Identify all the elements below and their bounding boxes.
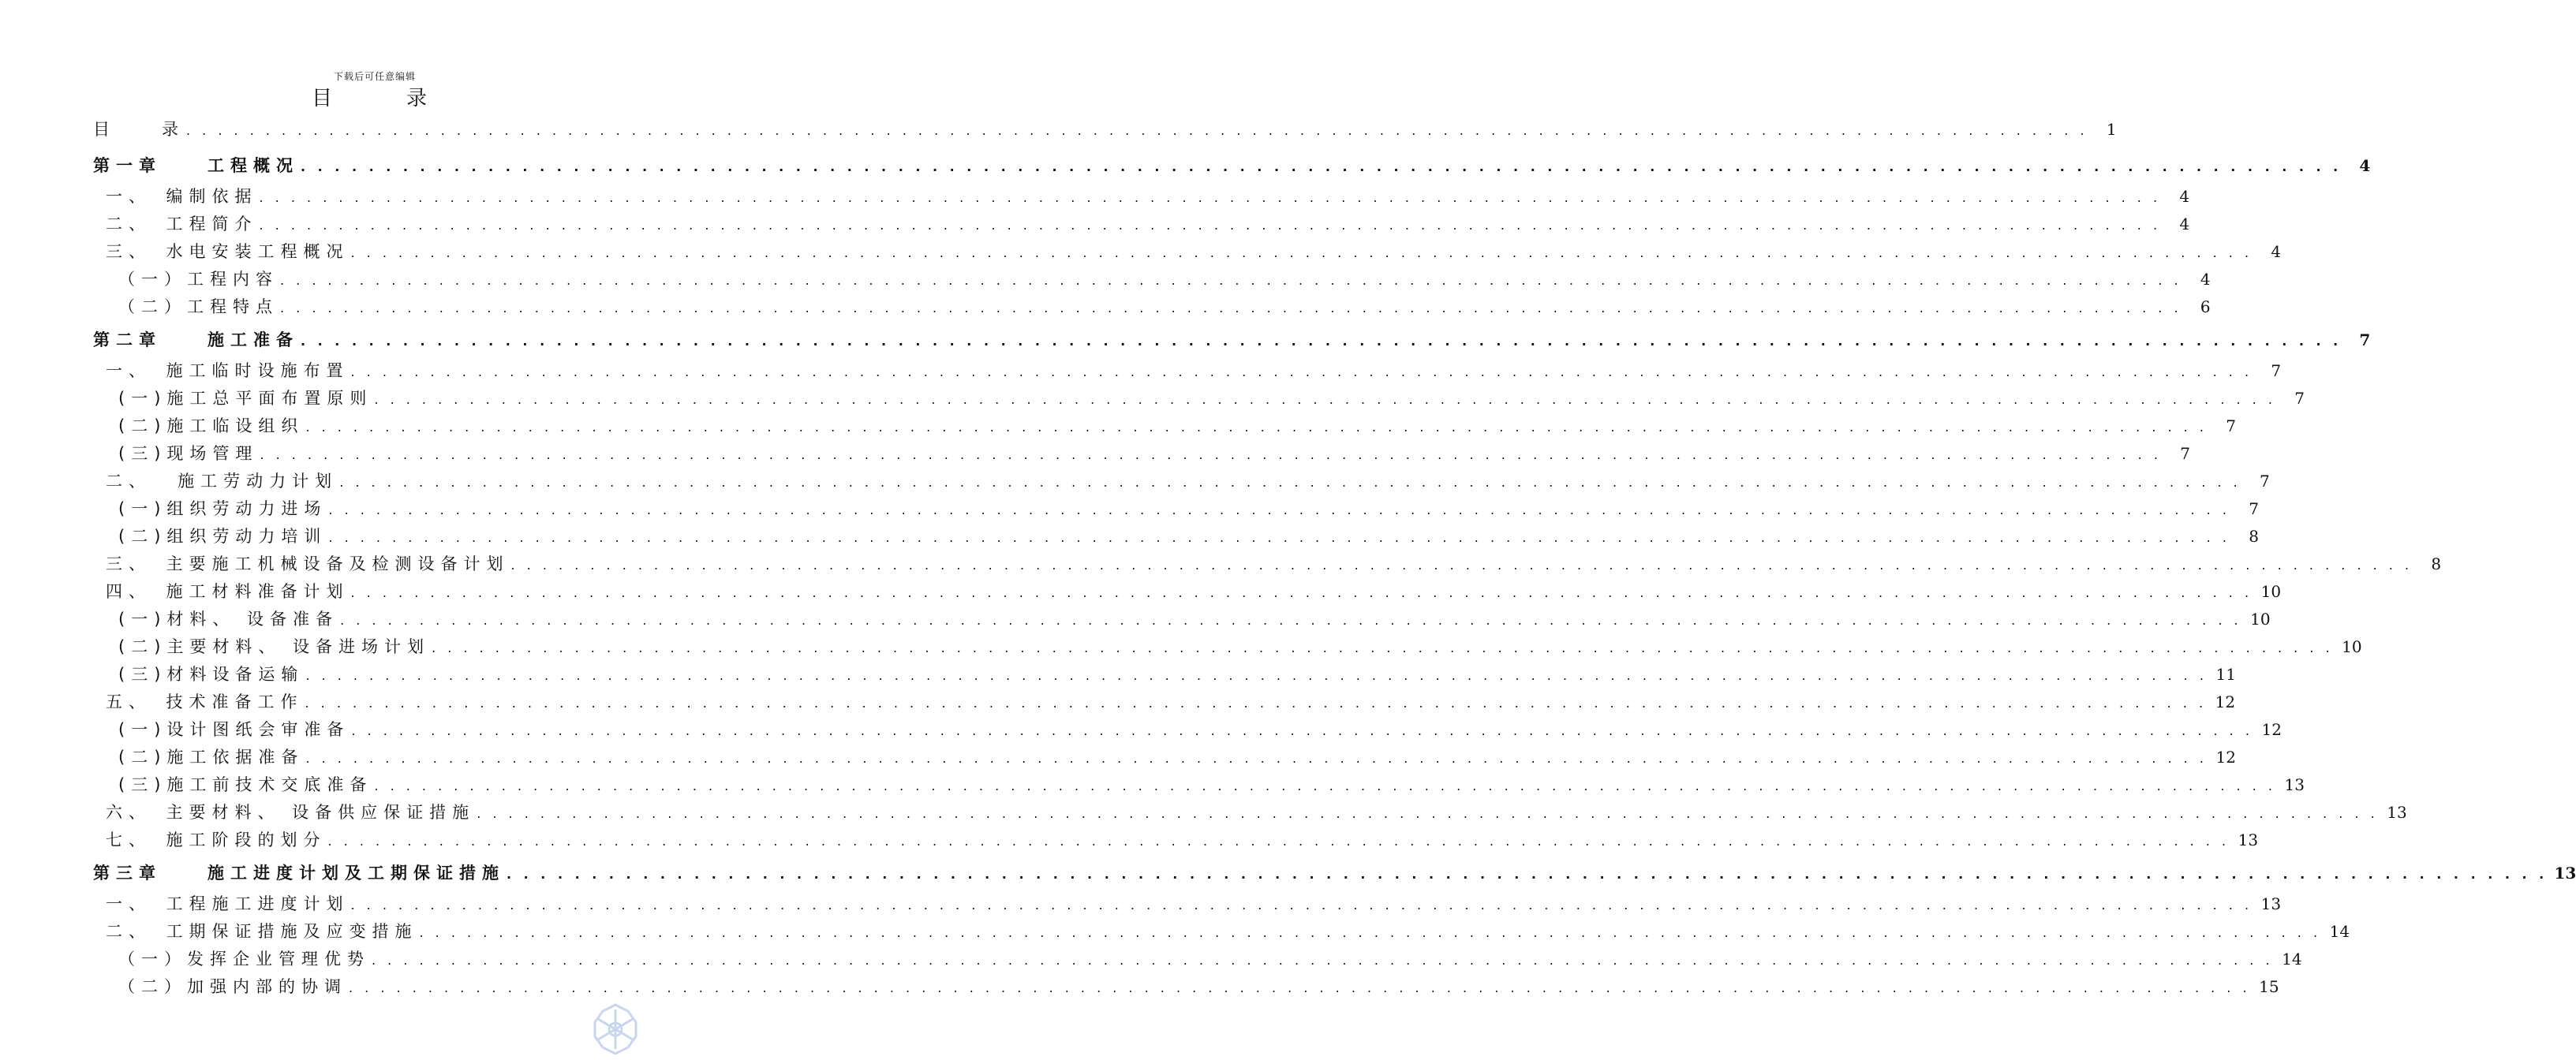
toc-entry-page: 7 [2359,330,2371,349]
toc-entry-page: 15 [2259,977,2279,996]
toc-entry-page: 4 [2359,156,2371,175]
toc-entry-page: 13 [2260,894,2282,913]
toc-entry-label: (一)材料、 设备准备 [118,610,339,629]
toc-entry-label: (一)设计图纸会审准备 [118,720,350,739]
toc-entry-label: (二)施工依据准备 [118,748,305,767]
toc-dot-leader: . . . . . . . . . . . . . . . . . . . . . . . . . . . . . . . . . . . . . . . . . . . . . . . . . . . . . . . . . . . . . . . . . . . . . . . . . . . . . . . . . . . . . . . . . . . . . . . . . . . . . . . . . . . . . . . . . . . . . . . . [374,778,2276,793]
page-title: 目 录 [311,87,454,110]
toc-dot-leader: . . . . . . . . . . . . . . . . . . . . . . . . . . . . . . . . . . . . . . . . . . . . . . . . . . . . . . . . . . . . . . . . . . . . . . . . . . . . . . . . . . . . . . . . . . . . . . . . . . . . . . . . . . . . . . . . . . . . . . . . [351,723,2253,738]
toc-entry-label: 第二章 施工准备 [93,330,299,349]
toc-entry[interactable] [93,890,2282,918]
toc-dot-leader: . . . . . . . . . . . . . . . . . . . . . . . . . . . . . . . . . . . . . . . . . . . . . . . . . . . . . . . . . . . . . . . . . . . . . . . . . . . . . . . . . . . . . . . . . . . . . . . . . . . . . . . . . . . . . . . . . . . . . . . . [350,585,2253,600]
toc-entry[interactable] [93,606,2271,633]
toc-entry-label: 一、 编制依据 [106,187,258,206]
toc-entry[interactable] [93,412,2236,440]
toc-entry-label: (二)组织劳动力培训 [118,527,327,546]
toc-entry[interactable] [93,918,2350,946]
toc-entry[interactable] [93,357,2282,385]
toc-dot-leader: . . . . . . . . . . . . . . . . . . . . . . . . . . . . . . . . . . . . . . . . . . . . . . . . . . . . . . . . . . . . . . . . . . . . . . . . . . . . . . . . . . . . . . . . . . . . . . . . . . . . . . . . . . . . . . . . . . . . . . . . [350,245,2253,260]
toc-entry[interactable] [93,183,2190,211]
toc-entry-page: 4 [2200,270,2211,289]
toc-entry-page: 7 [2271,361,2282,380]
toc-entry-page: 13 [2238,830,2259,849]
toc-dot-leader: . . . . . . . . . . . . . . . . . . . . . . . . . . . . . . . . . . . . . . . . . . . . . . . . . . . . . . . . . . . . . . . . . . . . . . . . . . . . . . . . . . . . . . . . . . . . . . . . . . . . . . . . . . . . . . . . . . . . . . . . [507,867,2548,882]
toc-entry-page: 7 [2226,416,2236,435]
toc-dot-leader: . . . . . . . . . . . . . . . . . . . . . . . . . . . . . . . . . . . . . . . . . . . . . . . . . . . . . . . . . . . . . . . . . . . . . . . . . . . . . . . . . . . . . . . . . . . . . . . . . . . . . . . . . . . . . . . . . . . . . . . . [510,558,2413,573]
toc-dot-leader: . . . . . . . . . . . . . . . . . . . . . . . . . . . . . . . . . . . . . . . . . . . . . . . . . . . . . . . . . . . . . . . . . . . . . . . . . . . . . . . . . . . . . . . . . . . . . . . . . . . . . . . . . . . . . . . . . . . . . . . . [339,475,2241,490]
toc-entry-label: (一)施工总平面布置原则 [118,389,373,408]
toc-dot-leader: . . . . . . . . . . . . . . . . . . . . . . . . . . . . . . . . . . . . . . . . . . . . . . . . . . . . . . . . . . . . . . . . . . . . . . . . . . . . . . . . . . . . . . . . . . . . . . . . . . . . . . . . . . . . . . . . . . . . . . . . [372,953,2274,968]
toc-entry-label: （二）工程特点 [118,297,279,316]
toc-entry[interactable] [93,716,2282,744]
toc-entry[interactable] [93,578,2282,606]
toc-entry-page: 12 [2261,720,2282,739]
toc-entry[interactable] [93,744,2236,771]
toc-entry-label: 四、 施工材料准备计划 [106,582,350,601]
toc-entry-label: 二、 工程简介 [106,215,258,233]
toc-entry-label: 二、 工期保证措施及应变措施 [106,922,418,941]
toc-entry[interactable] [93,385,2305,412]
snowflake-seal-icon [584,1002,647,1057]
toc-dot-leader: . . . . . . . . . . . . . . . . . . . . . . . . . . . . . . . . . . . . . . . . . . . . . . . . . . . . . . . . . . . . . . . . . . . . . . . . . . . . . . . . . . . . . . . . . . . . . . . . . . . . . . . . . . . . . . . . . . . . . . . . [280,273,2182,288]
toc-entry[interactable] [93,148,2371,183]
toc-dot-leader: . . . . . . . . . . . . . . . . . . . . . . . . . . . . . . . . . . . . . . . . . . . . . . . . . . . . . . . . . . . . . . . . . . . . . . . . . . . . . . . . . . . . . . . . . . . . . . . . . . . . . . . . . . . . . . . . . . . . . . . . [374,392,2276,407]
toc-entry-page: 10 [2342,637,2362,656]
toc-entry-page: 7 [2180,444,2190,463]
toc-entry[interactable] [93,523,2259,551]
toc-dot-leader: . . . . . . . . . . . . . . . . . . . . . . . . . . . . . . . . . . . . . . . . . . . . . . . . . . . . . . . . . . . . . . . . . . . . . . . . . . . . . . . . . . . . . . . . . . . . . . . . . . . . . . . . . . . . . . . . . . . . . . . . [350,364,2253,379]
toc-entry-label: 六、 主要材料、 设备供应保证措施 [106,803,476,822]
toc-entry-page: 13 [2554,864,2576,883]
toc-dot-leader: . . . . . . . . . . . . . . . . . . . . . . . . . . . . . . . . . . . . . . . . . . . . . . . . . . . . . . . . . . . . . . . . . . . . . . . . . . . . . . . . . . . . . . . . . . . . . . . . . . . . . . . . . . . . . . . . . . . . . . . . [305,751,2208,766]
toc-entry-label: （一）工程内容 [118,270,279,289]
toc-entry-label: 三、 水电安装工程概况 [106,242,350,261]
toc-entry[interactable] [93,293,2211,321]
toc-entry[interactable] [93,633,2362,661]
toc-dot-leader: . . . . . . . . . . . . . . . . . . . . . . . . . . . . . . . . . . . . . . . . . . . . . . . . . . . . . . . . . . . . . . . . . . . . . . . . . . . . . . . . . . . . . . . . . . . . . . . . . . . . . . . . . . . . . . . . . . . . . . . . [328,502,2230,517]
toc-entry-page: 8 [2249,527,2259,546]
table-of-contents [93,112,2576,1001]
toc-dot-leader: . . . . . . . . . . . . . . . . . . . . . . . . . . . . . . . . . . . . . . . . . . . . . . . . . . . . . . . . . . . . . . . . . . . . . . . . . . . . . . . . . . . . . . . . . . . . . . . . . . . . . . . . . . . . . . . . . . . . . . . . [301,334,2342,349]
toc-dot-leader: . . . . . . . . . . . . . . . . . . . . . . . . . . . . . . . . . . . . . . . . . . . . . . . . . . . . . . . . . . . . . . . . . . . . . . . . . . . . . . . . . . . . . . . . . . . . . . . . . . . . . . . . . . . . . . . . . . . . . . . . [432,640,2334,655]
toc-dot-leader: . . . . . . . . . . . . . . . . . . . . . . . . . . . . . . . . . . . . . . . . . . . . . . . . . . . . . . . . . . . . . . . . . . . . . . . . . . . . . . . . . . . . . . . . . . . . . . . . . . . . . . . . . . . . . . . . . . . . . . . . [280,300,2182,315]
toc-entry-page: 13 [2284,775,2305,794]
toc-entry[interactable] [93,112,2117,147]
toc-entry-page: 11 [2215,665,2236,684]
toc-entry-page: 4 [2271,242,2282,261]
toc-entry-page: 12 [2215,748,2236,767]
toc-entry[interactable] [93,495,2259,523]
toc-entry[interactable] [93,946,2302,973]
toc-dot-leader: . . . . . . . . . . . . . . . . . . . . . . . . . . . . . . . . . . . . . . . . . . . . . . . . . . . . . . . . . . . . . . . . . . . . . . . . . . . . . . . . . . . . . . . . . . . . . . . . . . . . . . . . . . . . . . . . . . . . . . . . [186,123,2088,138]
toc-entry-label: 第三章 施工进度计划及工期保证措施 [93,864,505,883]
toc-entry-label: 一、 工程施工进度计划 [106,894,350,913]
toc-entry-page: 12 [2215,692,2236,711]
toc-entry[interactable] [93,827,2259,854]
toc-entry-label: 第一章 工程概况 [93,156,299,175]
toc-entry[interactable] [93,211,2190,238]
toc-dot-leader: . . . . . . . . . . . . . . . . . . . . . . . . . . . . . . . . . . . . . . . . . . . . . . . . . . . . . . . . . . . . . . . . . . . . . . . . . . . . . . . . . . . . . . . . . . . . . . . . . . . . . . . . . . . . . . . . . . . . . . . . [305,420,2208,435]
toc-dot-leader: . . . . . . . . . . . . . . . . . . . . . . . . . . . . . . . . . . . . . . . . . . . . . . . . . . . . . . . . . . . . . . . . . . . . . . . . . . . . . . . . . . . . . . . . . . . . . . . . . . . . . . . . . . . . . . . . . . . . . . . . [259,190,2162,205]
toc-entry-label: (三)现场管理 [118,444,259,463]
toc-dot-leader: . . . . . . . . . . . . . . . . . . . . . . . . . . . . . . . . . . . . . . . . . . . . . . . . . . . . . . . . . . . . . . . . . . . . . . . . . . . . . . . . . . . . . . . . . . . . . . . . . . . . . . . . . . . . . . . . . . . . . . . . [260,447,2162,462]
header-note: 下载后可任意编辑 [333,71,416,82]
toc-entry-page: 6 [2200,297,2211,316]
toc-entry-label: (三)施工前技术交底准备 [118,775,373,794]
toc-entry[interactable] [93,440,2190,468]
toc-entry-page: 7 [2249,499,2259,518]
toc-entry[interactable] [93,266,2211,293]
toc-entry-label: 五、 技术准备工作 [106,692,304,711]
toc-entry[interactable] [93,799,2407,827]
toc-entry-page: 1 [2106,120,2117,139]
toc-entry-page: 13 [2387,803,2407,822]
toc-entry[interactable] [93,323,2371,357]
toc-entry[interactable] [93,468,2270,495]
toc-entry-page: 4 [2179,187,2190,206]
toc-entry-label: 三、 主要施工机械设备及检测设备计划 [106,554,510,573]
toc-dot-leader: . . . . . . . . . . . . . . . . . . . . . . . . . . . . . . . . . . . . . . . . . . . . . . . . . . . . . . . . . . . . . . . . . . . . . . . . . . . . . . . . . . . . . . . . . . . . . . . . . . . . . . . . . . . . . . . . . . . . . . . . [301,159,2342,174]
toc-entry-label: 一、 施工临时设施布置 [106,361,350,380]
toc-entry-page: 10 [2250,610,2271,629]
toc-dot-leader: . . . . . . . . . . . . . . . . . . . . . . . . . . . . . . . . . . . . . . . . . . . . . . . . . . . . . . . . . . . . . . . . . . . . . . . . . . . . . . . . . . . . . . . . . . . . . . . . . . . . . . . . . . . . . . . . . . . . . . . . [328,530,2230,545]
toc-dot-leader: . . . . . . . . . . . . . . . . . . . . . . . . . . . . . . . . . . . . . . . . . . . . . . . . . . . . . . . . . . . . . . . . . . . . . . . . . . . . . . . . . . . . . . . . . . . . . . . . . . . . . . . . . . . . . . . . . . . . . . . . [327,834,2230,849]
toc-entry-page: 14 [2329,922,2350,941]
toc-entry[interactable] [93,551,2442,578]
toc-entry-label: 二、 施工劳动力计划 [106,472,338,491]
toc-dot-leader: . . . . . . . . . . . . . . . . . . . . . . . . . . . . . . . . . . . . . . . . . . . . . . . . . . . . . . . . . . . . . . . . . . . . . . . . . . . . . . . . . . . . . . . . . . . . . . . . . . . . . . . . . . . . . . . . . . . . . . . . [349,980,2251,995]
toc-entry-label: (二)主要材料、 设备进场计划 [118,637,431,656]
toc-entry[interactable] [93,856,2576,890]
toc-entry-page: 10 [2260,582,2282,601]
toc-entry-label: 七、 施工阶段的划分 [106,830,327,849]
toc-entry[interactable] [93,661,2236,689]
toc-entry-page: 8 [2431,554,2442,573]
toc-entry-page: 7 [2260,472,2270,491]
toc-dot-leader: . . . . . . . . . . . . . . . . . . . . . . . . . . . . . . . . . . . . . . . . . . . . . . . . . . . . . . . . . . . . . . . . . . . . . . . . . . . . . . . . . . . . . . . . . . . . . . . . . . . . . . . . . . . . . . . . . . . . . . . . [305,668,2208,683]
toc-entry-page: 4 [2179,215,2190,233]
toc-entry-label: （一）发挥企业管理优势 [118,950,370,969]
toc-entry[interactable] [93,238,2282,266]
toc-entry-label: (二)施工临设组织 [118,416,305,435]
toc-entry-label: (三)材料设备运输 [118,665,305,684]
toc-entry-page: 14 [2282,950,2302,969]
toc-entry[interactable] [93,771,2305,799]
toc-dot-leader: . . . . . . . . . . . . . . . . . . . . . . . . . . . . . . . . . . . . . . . . . . . . . . . . . . . . . . . . . . . . . . . . . . . . . . . . . . . . . . . . . . . . . . . . . . . . . . . . . . . . . . . . . . . . . . . . . . . . . . . . [350,898,2253,913]
toc-dot-leader: . . . . . . . . . . . . . . . . . . . . . . . . . . . . . . . . . . . . . . . . . . . . . . . . . . . . . . . . . . . . . . . . . . . . . . . . . . . . . . . . . . . . . . . . . . . . . . . . . . . . . . . . . . . . . . . . . . . . . . . . [477,806,2379,821]
toc-entry[interactable] [93,689,2236,716]
toc-entry[interactable] [93,973,2279,1001]
toc-dot-leader: . . . . . . . . . . . . . . . . . . . . . . . . . . . . . . . . . . . . . . . . . . . . . . . . . . . . . . . . . . . . . . . . . . . . . . . . . . . . . . . . . . . . . . . . . . . . . . . . . . . . . . . . . . . . . . . . . . . . . . . . [340,613,2242,628]
toc-entry-label: 目 录 [93,120,185,139]
toc-entry-page: 7 [2294,389,2305,408]
toc-entry-label: （二）加强内部的协调 [118,977,347,996]
toc-dot-leader: . . . . . . . . . . . . . . . . . . . . . . . . . . . . . . . . . . . . . . . . . . . . . . . . . . . . . . . . . . . . . . . . . . . . . . . . . . . . . . . . . . . . . . . . . . . . . . . . . . . . . . . . . . . . . . . . . . . . . . . . [305,696,2208,711]
toc-dot-leader: . . . . . . . . . . . . . . . . . . . . . . . . . . . . . . . . . . . . . . . . . . . . . . . . . . . . . . . . . . . . . . . . . . . . . . . . . . . . . . . . . . . . . . . . . . . . . . . . . . . . . . . . . . . . . . . . . . . . . . . . [419,925,2322,940]
toc-entry-label: (一)组织劳动力进场 [118,499,327,518]
toc-dot-leader: . . . . . . . . . . . . . . . . . . . . . . . . . . . . . . . . . . . . . . . . . . . . . . . . . . . . . . . . . . . . . . . . . . . . . . . . . . . . . . . . . . . . . . . . . . . . . . . . . . . . . . . . . . . . . . . . . . . . . . . . [259,218,2162,233]
